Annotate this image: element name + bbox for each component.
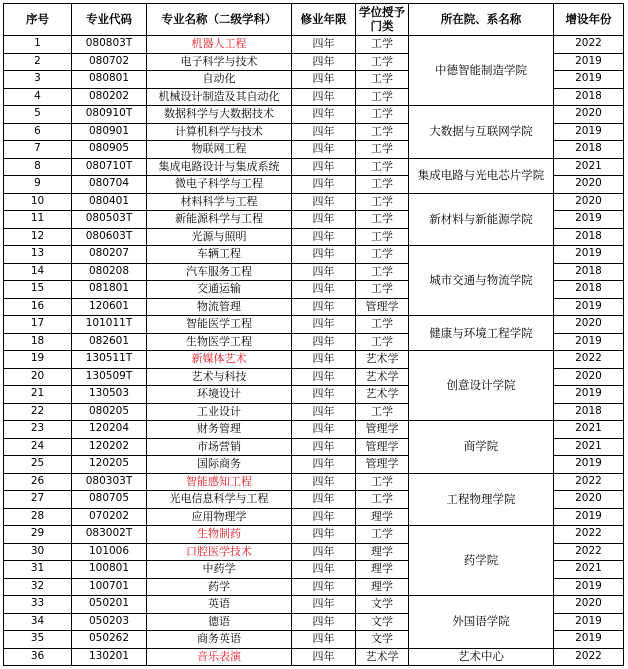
cell-no: 29	[4, 526, 72, 544]
cell-degree: 工学	[356, 403, 409, 421]
table-header	[4, 4, 624, 36]
cell-code: 050262	[72, 631, 147, 649]
cell-major-name: 材料科学与工程	[147, 193, 292, 211]
cell-code: 070202	[72, 508, 147, 526]
cell-degree: 工学	[356, 141, 409, 159]
cell-degree: 管理学	[356, 438, 409, 456]
cell-duration: 四年	[292, 211, 356, 229]
cell-degree: 理学	[356, 561, 409, 579]
cell-no: 14	[4, 263, 72, 281]
cell-degree: 工学	[356, 228, 409, 246]
cell-duration: 四年	[292, 53, 356, 71]
header-name: 专业名称（二级学科）	[147, 4, 292, 36]
cell-year: 2018	[554, 228, 624, 246]
cell-college: 集成电路与光电芯片学院	[409, 158, 554, 193]
cell-major-name: 生物制药	[147, 526, 292, 544]
cell-year: 2022	[554, 351, 624, 369]
cell-degree: 文学	[356, 596, 409, 614]
cell-major-name: 汽车服务工程	[147, 263, 292, 281]
cell-major-name: 工业设计	[147, 403, 292, 421]
cell-no: 9	[4, 176, 72, 194]
cell-major-name: 光电信息科学与工程	[147, 491, 292, 509]
cell-duration: 四年	[292, 403, 356, 421]
cell-code: 080208	[72, 263, 147, 281]
cell-code: 082601	[72, 333, 147, 351]
cell-degree: 工学	[356, 176, 409, 194]
cell-year: 2021	[554, 158, 624, 176]
cell-year: 2020	[554, 193, 624, 211]
cell-code: 100701	[72, 578, 147, 596]
cell-no: 30	[4, 543, 72, 561]
cell-no: 34	[4, 613, 72, 631]
cell-major-name: 物流管理	[147, 298, 292, 316]
cell-code: 120601	[72, 298, 147, 316]
cell-no: 2	[4, 53, 72, 71]
cell-no: 16	[4, 298, 72, 316]
cell-major-name: 智能医学工程	[147, 316, 292, 334]
cell-major-name: 应用物理学	[147, 508, 292, 526]
cell-degree: 理学	[356, 578, 409, 596]
cell-duration: 四年	[292, 648, 356, 666]
cell-major-name: 交通运输	[147, 281, 292, 299]
cell-degree: 工学	[356, 491, 409, 509]
cell-degree: 工学	[356, 263, 409, 281]
cell-duration: 四年	[292, 351, 356, 369]
table-row	[4, 351, 624, 369]
cell-no: 20	[4, 368, 72, 386]
cell-no: 4	[4, 88, 72, 106]
cell-degree: 工学	[356, 53, 409, 71]
cell-code: 080202	[72, 88, 147, 106]
table-row	[4, 316, 624, 334]
table-row	[4, 526, 624, 544]
cell-year: 2020	[554, 368, 624, 386]
cell-code: 083002T	[72, 526, 147, 544]
cell-degree: 文学	[356, 631, 409, 649]
table-row	[4, 648, 624, 666]
cell-duration: 四年	[292, 158, 356, 176]
cell-no: 12	[4, 228, 72, 246]
cell-duration: 四年	[292, 106, 356, 124]
cell-major-name: 英语	[147, 596, 292, 614]
cell-college: 大数据与互联网学院	[409, 106, 554, 159]
cell-code: 050201	[72, 596, 147, 614]
cell-degree: 艺术学	[356, 648, 409, 666]
table-row	[4, 193, 624, 211]
header-degree: 学位授予门类	[356, 4, 409, 36]
header-year: 增设年份	[554, 4, 624, 36]
cell-no: 19	[4, 351, 72, 369]
cell-major-name: 新媒体艺术	[147, 351, 292, 369]
cell-college: 药学院	[409, 526, 554, 596]
cell-duration: 四年	[292, 281, 356, 299]
cell-no: 23	[4, 421, 72, 439]
cell-no: 22	[4, 403, 72, 421]
cell-year: 2021	[554, 421, 624, 439]
cell-no: 26	[4, 473, 72, 491]
cell-duration: 四年	[292, 438, 356, 456]
cell-no: 28	[4, 508, 72, 526]
cell-year: 2020	[554, 176, 624, 194]
cell-degree: 工学	[356, 158, 409, 176]
cell-degree: 工学	[356, 193, 409, 211]
cell-year: 2022	[554, 473, 624, 491]
cell-degree: 工学	[356, 246, 409, 264]
cell-major-name: 智能感知工程	[147, 473, 292, 491]
cell-degree: 工学	[356, 316, 409, 334]
cell-duration: 四年	[292, 36, 356, 54]
cell-duration: 四年	[292, 176, 356, 194]
cell-duration: 四年	[292, 631, 356, 649]
cell-college: 创意设计学院	[409, 351, 554, 421]
cell-no: 5	[4, 106, 72, 124]
cell-no: 3	[4, 71, 72, 89]
cell-code: 080705	[72, 491, 147, 509]
cell-degree: 工学	[356, 88, 409, 106]
cell-year: 2019	[554, 298, 624, 316]
cell-code: 130503	[72, 386, 147, 404]
table-row	[4, 246, 624, 264]
cell-duration: 四年	[292, 263, 356, 281]
cell-duration: 四年	[292, 228, 356, 246]
cell-duration: 四年	[292, 298, 356, 316]
cell-no: 24	[4, 438, 72, 456]
cell-no: 7	[4, 141, 72, 159]
cell-college: 城市交通与物流学院	[409, 246, 554, 316]
cell-year: 2022	[554, 648, 624, 666]
cell-no: 10	[4, 193, 72, 211]
cell-no: 8	[4, 158, 72, 176]
majors-table	[3, 3, 624, 666]
cell-degree: 管理学	[356, 421, 409, 439]
cell-code: 080603T	[72, 228, 147, 246]
cell-code: 080702	[72, 53, 147, 71]
table-row	[4, 596, 624, 614]
cell-duration: 四年	[292, 578, 356, 596]
cell-major-name: 商务英语	[147, 631, 292, 649]
cell-no: 1	[4, 36, 72, 54]
cell-duration: 四年	[292, 193, 356, 211]
cell-major-name: 自动化	[147, 71, 292, 89]
cell-duration: 四年	[292, 386, 356, 404]
cell-degree: 工学	[356, 211, 409, 229]
cell-degree: 工学	[356, 526, 409, 544]
cell-major-name: 德语	[147, 613, 292, 631]
cell-college: 外国语学院	[409, 596, 554, 649]
cell-year: 2019	[554, 578, 624, 596]
cell-duration: 四年	[292, 526, 356, 544]
cell-code: 080704	[72, 176, 147, 194]
cell-degree: 文学	[356, 613, 409, 631]
cell-code: 050203	[72, 613, 147, 631]
cell-degree: 艺术学	[356, 351, 409, 369]
cell-major-name: 机器人工程	[147, 36, 292, 54]
cell-no: 33	[4, 596, 72, 614]
cell-year: 2018	[554, 281, 624, 299]
cell-degree: 工学	[356, 36, 409, 54]
table-row	[4, 473, 624, 491]
cell-year: 2020	[554, 106, 624, 124]
cell-major-name: 集成电路设计与集成系统	[147, 158, 292, 176]
table-row	[4, 36, 624, 54]
cell-year: 2020	[554, 491, 624, 509]
cell-code: 080401	[72, 193, 147, 211]
header-code: 专业代码	[72, 4, 147, 36]
cell-year: 2021	[554, 561, 624, 579]
cell-year: 2020	[554, 596, 624, 614]
cell-year: 2020	[554, 316, 624, 334]
table-row	[4, 158, 624, 176]
cell-duration: 四年	[292, 316, 356, 334]
cell-code: 080901	[72, 123, 147, 141]
cell-major-name: 口腔医学技术	[147, 543, 292, 561]
cell-major-name: 物联网工程	[147, 141, 292, 159]
cell-code: 100801	[72, 561, 147, 579]
cell-college: 工程物理学院	[409, 473, 554, 526]
cell-code: 080503T	[72, 211, 147, 229]
cell-code: 080710T	[72, 158, 147, 176]
cell-duration: 四年	[292, 71, 356, 89]
cell-college: 中德智能制造学院	[409, 36, 554, 106]
cell-year: 2018	[554, 141, 624, 159]
cell-no: 35	[4, 631, 72, 649]
cell-degree: 理学	[356, 508, 409, 526]
cell-major-name: 药学	[147, 578, 292, 596]
header-duration: 修业年限	[292, 4, 356, 36]
cell-no: 31	[4, 561, 72, 579]
cell-code: 080207	[72, 246, 147, 264]
cell-duration: 四年	[292, 561, 356, 579]
cell-duration: 四年	[292, 368, 356, 386]
cell-degree: 工学	[356, 473, 409, 491]
cell-code: 120205	[72, 456, 147, 474]
cell-year: 2018	[554, 263, 624, 281]
cell-major-name: 环境设计	[147, 386, 292, 404]
cell-college: 健康与环境工程学院	[409, 316, 554, 351]
cell-code: 080801	[72, 71, 147, 89]
cell-duration: 四年	[292, 421, 356, 439]
cell-code: 080910T	[72, 106, 147, 124]
cell-major-name: 中药学	[147, 561, 292, 579]
cell-year: 2019	[554, 246, 624, 264]
table-row	[4, 106, 624, 124]
header-no: 序号	[4, 4, 72, 36]
cell-no: 11	[4, 211, 72, 229]
cell-major-name: 计算机科学与技术	[147, 123, 292, 141]
cell-degree: 管理学	[356, 298, 409, 316]
cell-duration: 四年	[292, 613, 356, 631]
cell-year: 2019	[554, 386, 624, 404]
cell-major-name: 国际商务	[147, 456, 292, 474]
cell-no: 13	[4, 246, 72, 264]
cell-degree: 工学	[356, 281, 409, 299]
cell-code: 101011T	[72, 316, 147, 334]
cell-year: 2018	[554, 88, 624, 106]
cell-major-name: 音乐表演	[147, 648, 292, 666]
cell-no: 18	[4, 333, 72, 351]
cell-year: 2019	[554, 508, 624, 526]
cell-year: 2019	[554, 631, 624, 649]
cell-degree: 艺术学	[356, 386, 409, 404]
cell-no: 36	[4, 648, 72, 666]
cell-no: 32	[4, 578, 72, 596]
header-row	[4, 4, 624, 36]
cell-code: 130511T	[72, 351, 147, 369]
cell-major-name: 生物医学工程	[147, 333, 292, 351]
cell-duration: 四年	[292, 596, 356, 614]
cell-year: 2019	[554, 456, 624, 474]
cell-year: 2022	[554, 36, 624, 54]
cell-no: 25	[4, 456, 72, 474]
cell-code: 101006	[72, 543, 147, 561]
cell-major-name: 机械设计制造及其自动化	[147, 88, 292, 106]
cell-year: 2021	[554, 438, 624, 456]
cell-major-name: 市场营销	[147, 438, 292, 456]
cell-degree: 工学	[356, 71, 409, 89]
cell-major-name: 微电子科学与工程	[147, 176, 292, 194]
cell-code: 081801	[72, 281, 147, 299]
cell-year: 2019	[554, 53, 624, 71]
table-body	[4, 36, 624, 666]
cell-duration: 四年	[292, 456, 356, 474]
cell-degree: 艺术学	[356, 368, 409, 386]
cell-college: 艺术中心	[409, 648, 554, 666]
cell-year: 2022	[554, 526, 624, 544]
cell-code: 120204	[72, 421, 147, 439]
cell-major-name: 艺术与科技	[147, 368, 292, 386]
cell-duration: 四年	[292, 88, 356, 106]
table-row	[4, 421, 624, 439]
cell-code: 080205	[72, 403, 147, 421]
cell-no: 27	[4, 491, 72, 509]
cell-duration: 四年	[292, 333, 356, 351]
header-college: 所在院、系名称	[409, 4, 554, 36]
cell-degree: 工学	[356, 123, 409, 141]
cell-degree: 工学	[356, 333, 409, 351]
cell-major-name: 车辆工程	[147, 246, 292, 264]
cell-duration: 四年	[292, 543, 356, 561]
cell-code: 120202	[72, 438, 147, 456]
cell-code: 130509T	[72, 368, 147, 386]
cell-year: 2018	[554, 403, 624, 421]
cell-duration: 四年	[292, 246, 356, 264]
cell-major-name: 新能源科学与工程	[147, 211, 292, 229]
cell-year: 2019	[554, 613, 624, 631]
cell-duration: 四年	[292, 473, 356, 491]
cell-college: 新材料与新能源学院	[409, 193, 554, 246]
cell-major-name: 光源与照明	[147, 228, 292, 246]
cell-degree: 理学	[356, 543, 409, 561]
cell-code: 130201	[72, 648, 147, 666]
cell-no: 15	[4, 281, 72, 299]
cell-year: 2022	[554, 543, 624, 561]
cell-no: 17	[4, 316, 72, 334]
cell-degree: 管理学	[356, 456, 409, 474]
cell-code: 080905	[72, 141, 147, 159]
cell-no: 6	[4, 123, 72, 141]
cell-year: 2019	[554, 123, 624, 141]
cell-year: 2019	[554, 333, 624, 351]
cell-college: 商学院	[409, 421, 554, 474]
cell-year: 2019	[554, 211, 624, 229]
cell-duration: 四年	[292, 491, 356, 509]
cell-duration: 四年	[292, 123, 356, 141]
cell-duration: 四年	[292, 508, 356, 526]
cell-major-name: 数据科学与大数据技术	[147, 106, 292, 124]
cell-degree: 工学	[356, 106, 409, 124]
cell-duration: 四年	[292, 141, 356, 159]
cell-major-name: 电子科学与技术	[147, 53, 292, 71]
cell-no: 21	[4, 386, 72, 404]
cell-code: 080803T	[72, 36, 147, 54]
cell-code: 080303T	[72, 473, 147, 491]
cell-major-name: 财务管理	[147, 421, 292, 439]
cell-year: 2019	[554, 71, 624, 89]
